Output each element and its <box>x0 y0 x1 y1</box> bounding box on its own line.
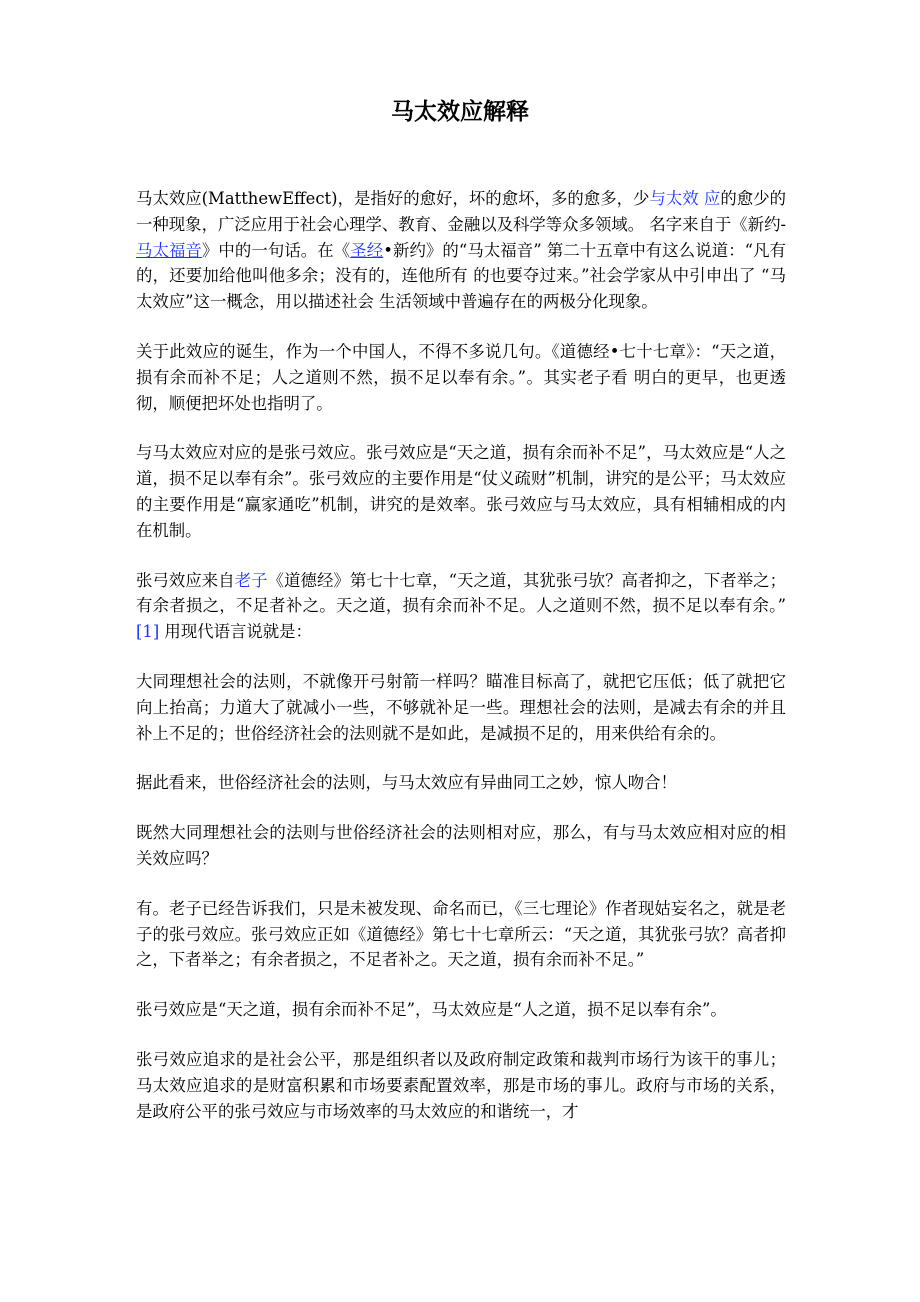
paragraph-1-text-d: •新约》的“马太福音” 第二十五章中有这么说道：“凡有的，还要加给他叫他多余；没有的，连他所有 的也要夺过来。”社会学家从中引申出了 “马太效应”这一概念，用以描述社会 生活领域中普遍存在的两极分化现象。 <box>136 240 787 312</box>
paragraph-5: 大同理想社会的法则，不就像开弓射箭一样吗？瞄准目标高了，就把它压低；低了就把它向上抬高；力道大了就减小一些，不够就补足一些。理想社会的法则，是减去有余的并且补上不足的；世俗经济社会的法则就不是如此，是减损不足的，用来供给有余的。 <box>136 671 786 743</box>
paragraph-1 <box>136 186 786 315</box>
reference-link-1[interactable]: [1] <box>136 622 160 642</box>
link-laozi[interactable]: 老子 <box>234 570 268 590</box>
paragraph-1-text-b: 的愈少的一种现象，广泛应用于社会心理学、教育、金融以及科学等众多领域。 名字来自于《新约- <box>136 189 786 234</box>
link-yutai-xiaoying[interactable]: 与太效 应 <box>649 189 721 208</box>
paragraph-1-text-c: 》中的一句话。在《 <box>201 240 351 260</box>
paragraph-7: 既然大同理想社会的法则与世俗经济社会的法则相对应，那么，有与马太效应相对应的相关效应吗？ <box>136 823 786 868</box>
paragraph-4 <box>136 568 786 645</box>
paragraph-10: 张弓效应追求的是社会公平，那是组织者以及政府制定政策和裁判市场行为该干的事儿；马太效应追求的是财富积累和市场要素配置效率，那是市场的事儿。政府与市场的关系，是政府公平的张弓效应与市场效率的马太效应的和谐统一，才 <box>136 1049 786 1121</box>
paragraph-1-text-a: 马太效应(MatthewEffect)，是指好的愈好，坏的愈坏，多的愈多，少 <box>136 189 650 208</box>
link-matai-fuyin[interactable]: 马太福音 <box>136 240 202 260</box>
paragraph-2: 关于此效应的诞生，作为一个中国人，不得不多说几句。《道德经•七十七章》：“天之道，损有余而补不足；人之道则不然，损不足以奉有余。”。其实老子看 明白的更早，也更透彻，顺便把坏处也指明了。 <box>136 341 786 413</box>
article-body <box>136 186 786 1148</box>
paragraph-4-text-c: 用现代语言说就是： <box>159 622 312 642</box>
paragraph-4-text-b: 《道德经》第七十七章，“天之道，其犹张弓欤？高者抑之，下者举之；有余者损之，不足者补之。天之道，损有余而补不足。人之道则不然，损不足以奉有余。” <box>136 570 786 616</box>
paragraph-4-text-a: 张弓效应来自 <box>136 570 235 590</box>
paragraph-6: 据此看来，世俗经济社会的法则，与马太效应有异曲同工之妙，惊人吻合！ <box>136 773 677 793</box>
paragraph-8: 有。老子已经告诉我们，只是未被发现、命名而已，《三七理论》作者现姑妄名之，就是老子的张弓效应。张弓效应正如《道德经》第七十七章所云：“天之道，其犹张弓欤？高者抑之，下者举之；有余者损之，不足者补之。天之道，损有余而补不足。” <box>136 898 786 970</box>
link-shengjing[interactable]: 圣经 <box>350 240 384 260</box>
page-title: 马太效应解释 <box>391 99 529 125</box>
paragraph-9: 张弓效应是“天之道，损有余而补不足”，马太效应是“人之道，损不足以奉有余”。 <box>136 1000 727 1020</box>
paragraph-3: 与马太效应对应的是张弓效应。张弓效应是“天之道，损有余而补不足”，马太效应是“人之道，损不足以奉有余”。张弓效应的主要作用是“仗义疏财”机制，讲究的是公平；马太效应的主要作用是“赢家通吃”机制，讲究的是效率。张弓效应与马太效应，具有相辅相成的内在机制。 <box>136 443 786 540</box>
